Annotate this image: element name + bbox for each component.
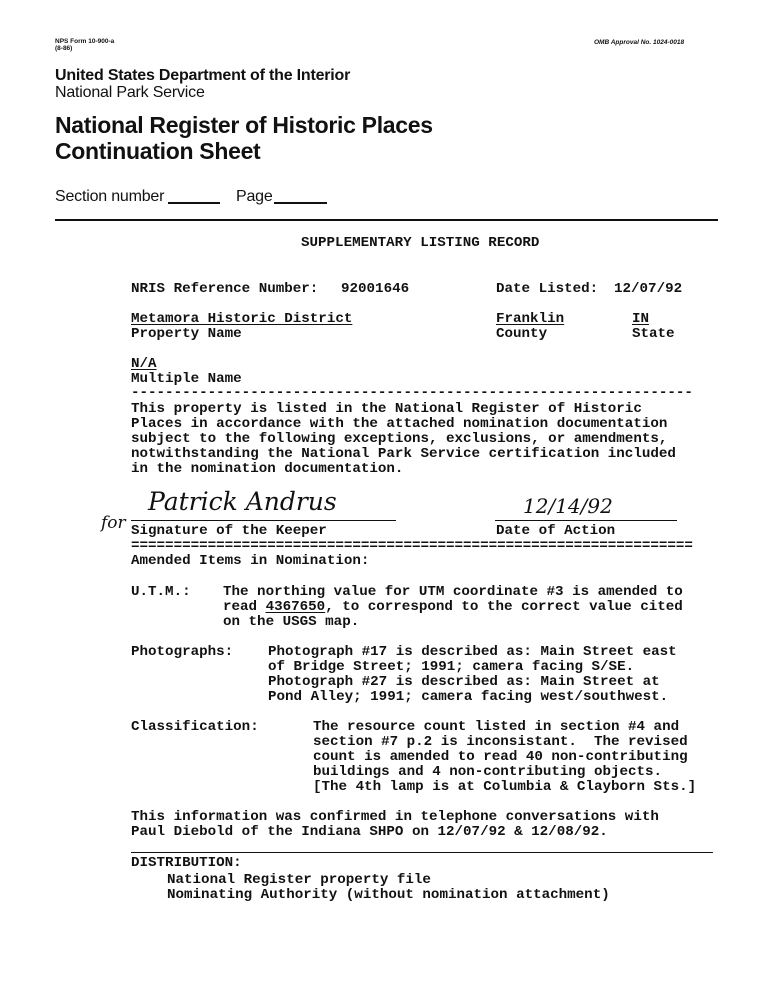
signature-label: Signature of the Keeper: [131, 523, 327, 539]
nris-value: 92001646: [341, 281, 410, 297]
form-id: NPS Form 10-900-a (8-86): [55, 38, 115, 52]
utm-northing-value: 4367650: [265, 599, 326, 615]
page-subtitle: Continuation Sheet: [55, 138, 261, 164]
date-of-action-label: Date of Action: [496, 523, 616, 539]
record-heading: SUPPLEMENTARY LISTING RECORD: [301, 235, 540, 251]
confirmation-text: This information was confirmed in telephone conversations with Paul Diebold of the Indiana SHPO on 12/07/92 & 12/08/92.: [131, 809, 659, 840]
photographs-label: Photographs:: [131, 644, 234, 660]
section-number-label: Section number: [55, 188, 165, 205]
property-name-label: Property Name: [131, 326, 242, 342]
multiple-name-label: Multiple Name: [131, 371, 242, 387]
date-listed-value: 12/07/92: [614, 281, 683, 297]
keeper-signature: Patrick Andrus: [148, 487, 337, 516]
distribution-label: DISTRIBUTION:: [131, 855, 242, 871]
amended-heading: Amended Items in Nomination:: [131, 553, 370, 569]
listing-statement: This property is listed in the National Register of Historic Places in accordance with the attached nomination documentation subject to the following exceptions, exclusions, or amendments, notwithstanding the National Park Service certification included in the nomination documentation.: [131, 401, 676, 477]
department-name: United States Department of the Interior: [55, 67, 351, 84]
signature-line: [131, 520, 396, 521]
date-listed-label: Date Listed:: [496, 281, 599, 297]
utm-text-line1: The northing value for UTM coordinate #3 is amended to: [223, 584, 683, 600]
property-name-value: Metamora Historic District: [131, 311, 353, 327]
utm-correspond: , to correspond to the correct value cited: [325, 599, 683, 615]
signature-prefix: for: [101, 513, 126, 533]
page-title: National Register of Historic Places: [55, 112, 433, 138]
header-divider: [55, 219, 718, 221]
state-value: IN: [632, 311, 650, 327]
distribution-item: National Register property file: [167, 872, 431, 888]
photographs-text: Photograph #17 is described as: Main Street east of Bridge Street; 1991; camera facing S/SE. Photograph #27 is described as: Main Street at Pond Alley; 1991; camera facing west/southwest.: [268, 644, 677, 705]
county-label: County: [496, 326, 548, 342]
nris-label: NRIS Reference Number:: [131, 281, 319, 297]
classification-label: Classification:: [131, 719, 259, 735]
utm-read: read: [223, 599, 266, 615]
utm-label: U.T.M.:: [131, 584, 191, 600]
distribution-divider: [131, 852, 713, 853]
distribution-item: Nominating Authority (without nomination attachment): [167, 887, 610, 903]
page-label: Page: [236, 188, 273, 205]
state-label: State: [632, 326, 675, 342]
action-date-handwritten: 12/14/92: [523, 494, 613, 518]
omb-approval: OMB Approval No. 1024-0018: [594, 39, 685, 46]
service-name: National Park Service: [55, 84, 205, 101]
utm-text-line2: [223, 600, 683, 615]
utm-text-line3: on the USGS map.: [223, 614, 360, 630]
multiple-name-value: N/A: [131, 356, 157, 372]
section-number-blank: [168, 202, 220, 204]
county-value: Franklin: [496, 311, 565, 327]
classification-text: The resource count listed in section #4 and section #7 p.2 is inconsistant. The revised count is amended to read 40 non-contributing buildings and 4 non-contributing objects. [The 4th lamp is at Columbia & Clayborn Sts.]: [313, 719, 697, 795]
page-number-blank: [274, 202, 327, 204]
dashed-divider: ------------------------------------------------------------------: [131, 386, 693, 401]
date-line: [495, 520, 677, 521]
double-divider: ==================================================================: [131, 539, 693, 554]
